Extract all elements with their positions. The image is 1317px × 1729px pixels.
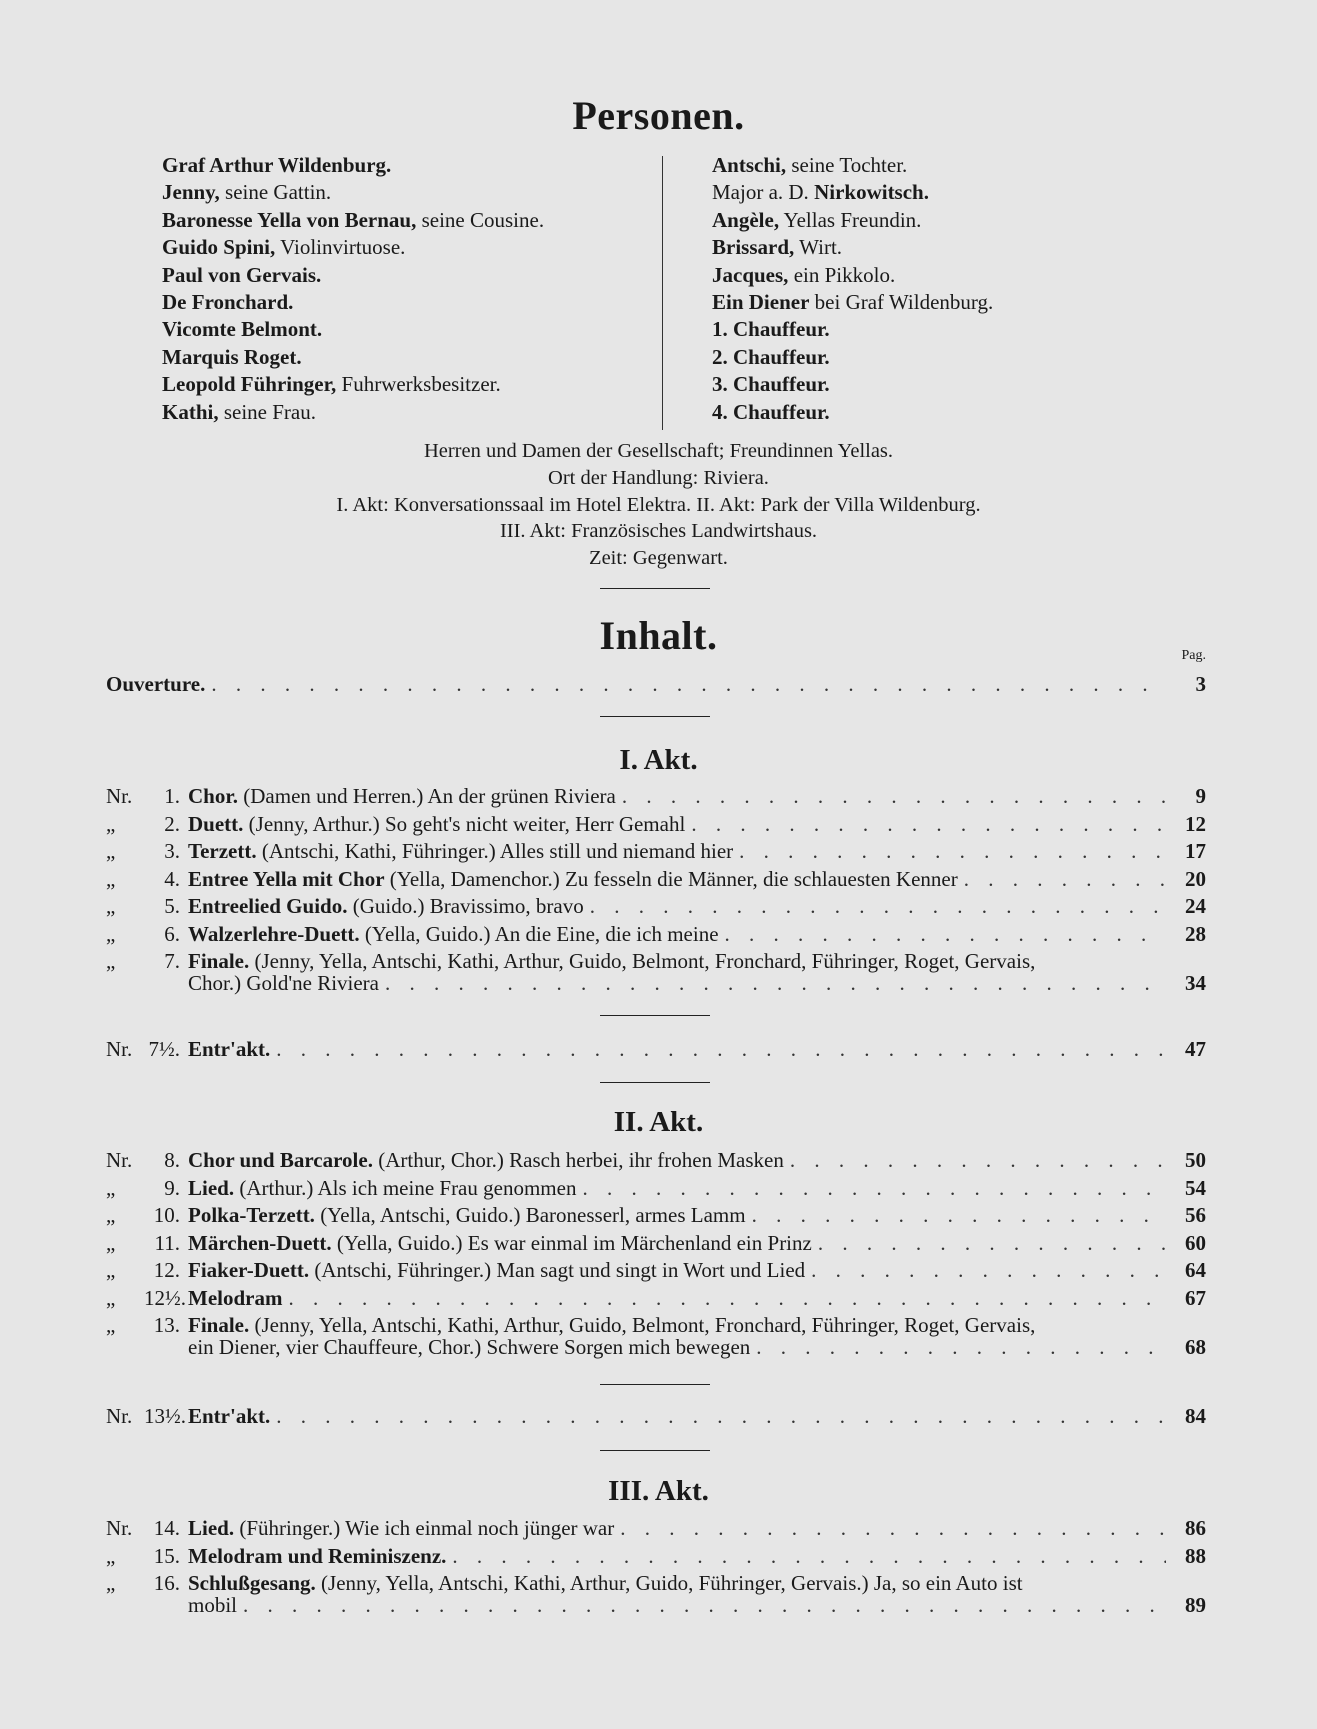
page-number: 67 <box>1185 1285 1206 1310</box>
entry-body <box>188 1257 1166 1283</box>
entry-number: 12. <box>153 1258 180 1282</box>
entry-title: Entr'akt. <box>188 1037 271 1061</box>
cast-entry <box>162 316 652 343</box>
toc-entry <box>106 811 1206 837</box>
leader-dots <box>733 838 1166 864</box>
entry-title: Entreelied Guido. <box>188 894 348 918</box>
page-number: 47 <box>1185 1037 1206 1061</box>
page-number: 84 <box>1185 1404 1206 1428</box>
entry-text <box>188 921 719 947</box>
entry-description: (Jenny, Yella, Antschi, Kathi, Arthur, Guido, Belmont, Fronchard, Führinger, Roget, Gervais, <box>249 949 1036 973</box>
entry-number: 14. <box>153 1516 180 1540</box>
cast-entry <box>162 399 652 426</box>
entry-title: Walzerlehre-Duett. <box>188 921 360 946</box>
entry-number: 11. <box>154 1230 180 1255</box>
entry-body <box>188 838 1166 864</box>
entry-number: 10. <box>153 1203 180 1227</box>
toc-entry <box>106 838 1206 864</box>
entry-prefix: Nr. <box>106 1404 133 1428</box>
page-column-label: Pag. <box>1181 648 1206 663</box>
page-number: 9 <box>1195 784 1206 808</box>
page-number: 60 <box>1185 1230 1206 1255</box>
personen-heading: Personen. <box>572 93 745 138</box>
entry-body <box>188 970 1166 996</box>
entry-description: (Yella, Damenchor.) Zu fesseln die Männer, die schlauesten Kenner <box>384 866 958 891</box>
cast-entry <box>162 179 652 206</box>
cast-list-left <box>162 152 652 426</box>
entry-title: Ouverture. <box>106 672 206 696</box>
leader-dots <box>805 1257 1166 1283</box>
page-number: 3 <box>1195 672 1206 696</box>
character-name: 3. Chauffeur. <box>712 372 830 397</box>
setting-block <box>0 438 1317 572</box>
entry-body <box>188 1592 1166 1618</box>
entry-description: (Arthur.) Als ich meine Frau genommen <box>234 1175 577 1200</box>
entry-prefix: „ <box>106 1230 116 1255</box>
toc-entry-continuation <box>106 1334 1206 1360</box>
cast-entry <box>162 234 652 261</box>
entry-prefix: „ <box>106 811 116 836</box>
character-description: Violinvirtuose. <box>275 235 406 260</box>
entry-body <box>188 1230 1166 1256</box>
entry-body <box>188 893 1166 919</box>
entry-title: Chor. <box>188 784 238 808</box>
character-description: Fuhrwerksbesitzer. <box>336 372 501 397</box>
character-name: 4. Chauffeur. <box>712 399 830 424</box>
entry-number: 15. <box>153 1543 180 1568</box>
entry-text <box>188 893 584 919</box>
entry-prefix: „ <box>106 1258 116 1282</box>
entry-number: 3. <box>164 839 180 863</box>
cast-entry <box>712 344 1092 371</box>
page-number: 88 <box>1185 1543 1206 1568</box>
character-description: ein Pikkolo. <box>788 262 896 287</box>
character-description: seine Gattin. <box>219 180 332 205</box>
leader-dots <box>616 783 1166 809</box>
toc-entry <box>106 1230 1206 1256</box>
leader-dots <box>614 1515 1166 1541</box>
entry-text <box>188 1147 784 1173</box>
character-name: De Fronchard. <box>162 290 294 315</box>
page-number: 24 <box>1185 894 1206 918</box>
entry-text <box>188 1515 614 1541</box>
section-divider <box>600 716 710 717</box>
leader-dots <box>812 1230 1166 1256</box>
entry-number: 1. <box>164 784 180 808</box>
entry-prefix: „ <box>106 1175 116 1200</box>
character-description: seine Frau. <box>218 399 316 424</box>
entry-text <box>188 1230 812 1256</box>
section-divider <box>600 1450 710 1451</box>
toc-entracte <box>106 1403 1206 1429</box>
entry-description: (Antschi, Führinger.) Man sagt und singt in Wort und Lied <box>309 1258 806 1282</box>
cast-entry <box>712 152 1092 179</box>
entry-description: (Jenny, Yella, Antschi, Kathi, Arthur, Guido, Belmont, Fronchard, Führinger, Roget, Gervais, <box>249 1313 1036 1337</box>
act-heading: I. Akt. <box>619 744 698 776</box>
entry-description: (Arthur, Chor.) Rasch herbei, ihr frohen Masken <box>372 1148 784 1172</box>
entry-number: 12½. <box>144 1285 186 1310</box>
entry-title: Melodram <box>188 1285 283 1310</box>
character-description: Wirt. <box>794 235 843 260</box>
character-description: seine Tochter. <box>786 153 908 177</box>
entry-number: 5. <box>164 894 180 918</box>
cast-entry <box>712 399 1092 426</box>
toc-entry <box>106 1257 1206 1283</box>
entry-number: 7. <box>164 949 180 973</box>
cast-entry <box>162 262 652 289</box>
page-number: 89 <box>1185 1593 1206 1617</box>
toc-entry <box>106 1175 1206 1201</box>
entry-title: Melodram und Reminiszenz. <box>188 1543 447 1568</box>
entry-description: (Yella, Guido.) Es war einmal im Märchenland ein Prinz <box>331 1230 812 1255</box>
entry-text <box>188 1036 270 1062</box>
page-number: 50 <box>1185 1148 1206 1172</box>
entry-text <box>106 671 205 697</box>
character-name: Guido Spini, <box>162 235 276 260</box>
section-divider <box>600 588 710 589</box>
cast-divider <box>662 156 663 430</box>
leader-dots <box>282 1285 1166 1311</box>
toc-entry <box>106 1285 1206 1311</box>
page-number: 86 <box>1185 1516 1206 1540</box>
entry-prefix: Nr. <box>106 1037 133 1061</box>
section-divider <box>600 1015 710 1016</box>
entry-description: (Führinger.) Wie ich einmal noch jünger war <box>234 1516 615 1540</box>
toc-entry <box>106 1147 1206 1173</box>
toc-entry <box>106 1202 1206 1228</box>
entry-text <box>188 811 685 837</box>
entry-description: (Guido.) Bravissimo, bravo <box>347 894 584 918</box>
entry-title: Schlußgesang. <box>188 1571 316 1595</box>
entry-description: (Jenny, Yella, Antschi, Kathi, Arthur, Guido, Führinger, Gervais.) Ja, so ein Auto ist <box>315 1571 1023 1595</box>
cast-entry <box>712 234 1092 261</box>
entry-body <box>188 1175 1166 1201</box>
entry-title: Chor und Barcarole. <box>188 1148 373 1172</box>
cast-entry <box>712 262 1092 289</box>
inhalt-heading: Inhalt. <box>599 613 718 658</box>
leader-dots <box>270 1403 1166 1429</box>
character-name: Ein Diener <box>712 290 810 315</box>
character-name: Jacques, <box>712 262 789 287</box>
leader-dots <box>270 1036 1166 1062</box>
entry-body <box>188 1036 1166 1062</box>
character-name: Antschi, <box>712 153 787 177</box>
setting-line: III. Akt: Französisches Landwirtshaus. <box>499 520 818 543</box>
entry-prefix: „ <box>106 866 116 891</box>
toc-entry <box>106 893 1206 919</box>
entry-body <box>188 811 1166 837</box>
leader-dots <box>584 893 1166 919</box>
cast-entry <box>162 344 652 371</box>
entry-body <box>188 1334 1166 1360</box>
entry-prefix: „ <box>106 1285 116 1310</box>
character-name: Leopold Führinger, <box>162 372 337 397</box>
entry-body <box>188 1202 1166 1228</box>
entry-title: Finale. <box>188 949 250 973</box>
entry-description: (Yella, Guido.) An die Eine, die ich meine <box>359 921 719 946</box>
entry-number: 7½. <box>148 1037 180 1061</box>
entry-description: (Antschi, Kathi, Führinger.) Alles still und niemand hier <box>256 839 734 863</box>
character-name: Kathi, <box>162 399 219 424</box>
page-number: 64 <box>1185 1258 1206 1282</box>
entry-prefix: Nr. <box>106 1516 133 1540</box>
entry-number: 2. <box>164 811 180 836</box>
setting-line: Ort der Handlung: Riviera. <box>548 466 769 489</box>
character-name: Angèle, <box>712 207 780 232</box>
entry-text <box>188 783 616 809</box>
entry-title: Polka-Terzett. <box>188 1203 315 1227</box>
entry-number: 13. <box>153 1313 180 1337</box>
leader-dots <box>750 1334 1166 1360</box>
character-name: Paul von Gervais. <box>162 262 322 287</box>
page-number: 28 <box>1185 921 1206 946</box>
toc-entry-continuation <box>106 970 1206 996</box>
entry-title: Fiaker-Duett. <box>188 1258 310 1282</box>
entry-prefix: „ <box>106 921 116 946</box>
character-name: Baronesse Yella von Bernau, <box>162 207 417 232</box>
character-name: Brissard, <box>712 235 795 260</box>
entry-body <box>188 783 1166 809</box>
entry-number: 8. <box>164 1148 180 1172</box>
toc-entry <box>106 1515 1206 1541</box>
act-heading: III. Akt. <box>608 1475 709 1507</box>
cast-entry <box>712 207 1092 234</box>
entry-title: Finale. <box>188 1313 250 1337</box>
entry-title: Lied. <box>188 1516 235 1540</box>
entry-text <box>188 1202 746 1228</box>
leader-dots <box>719 921 1166 947</box>
entry-title: Duett. <box>188 811 244 836</box>
entry-description: (Yella, Antschi, Guido.) Baronesserl, armes Lamm <box>314 1203 746 1227</box>
page-number: 20 <box>1185 866 1206 891</box>
entry-title: Märchen-Duett. <box>188 1230 332 1255</box>
cast-entry <box>162 371 652 398</box>
entry-description: mobil <box>188 1593 238 1617</box>
entry-number: 16. <box>153 1571 180 1595</box>
entry-title: Entree Yella mit Chor <box>188 866 385 891</box>
entry-number: 6. <box>164 921 180 946</box>
character-name: Vicomte Belmont. <box>162 317 323 342</box>
entry-body <box>188 921 1166 947</box>
cast-entry <box>162 289 652 316</box>
leader-dots <box>958 866 1166 892</box>
toc-entry <box>106 1543 1206 1569</box>
page-number: 56 <box>1185 1203 1206 1227</box>
entry-prefix: „ <box>106 949 116 973</box>
character-name: Jenny, <box>162 180 220 205</box>
setting-line: Herren und Damen der Gesellschaft; Freundinnen Yellas. <box>423 440 894 462</box>
character-name: 2. Chauffeur. <box>712 344 830 369</box>
act-heading: II. Akt. <box>613 1106 704 1138</box>
entry-body <box>188 1515 1166 1541</box>
setting-line: I. Akt: Konversationssaal im Hotel Elektra. II. Akt: Park der Villa Wildenburg. <box>336 493 981 516</box>
toc-entry <box>106 921 1206 947</box>
page-number: 68 <box>1185 1335 1206 1359</box>
character-name: Graf Arthur Wildenburg. <box>162 153 392 177</box>
leader-dots <box>237 1592 1166 1618</box>
leader-dots <box>685 811 1166 837</box>
entry-body <box>188 866 1166 892</box>
entry-prefix: „ <box>106 839 116 863</box>
entry-number: 13½. <box>144 1404 186 1428</box>
leader-dots <box>784 1147 1166 1173</box>
entry-body <box>188 1543 1166 1569</box>
character-description: bei Graf Wildenburg. <box>809 290 994 315</box>
entry-description: (Damen und Herren.) An der grünen Riviera <box>238 784 616 808</box>
leader-dots <box>746 1202 1166 1228</box>
leader-dots <box>205 671 1166 697</box>
toc-ouverture <box>106 671 1206 697</box>
entry-prefix: Nr. <box>106 784 133 808</box>
entry-prefix: „ <box>106 1571 116 1595</box>
page-number: 12 <box>1185 811 1206 836</box>
entry-prefix: Nr. <box>106 1148 133 1172</box>
toc-entry <box>106 866 1206 892</box>
entry-body <box>106 671 1166 697</box>
entry-body <box>188 1403 1166 1429</box>
cast-entry <box>162 207 652 234</box>
entry-title: Lied. <box>188 1175 235 1200</box>
entry-prefix: „ <box>106 894 116 918</box>
cast-entry <box>162 152 652 179</box>
entry-body <box>188 1147 1166 1173</box>
character-name: Nirkowitsch. <box>814 180 929 205</box>
toc-entry <box>106 783 1206 809</box>
entry-description: ein Diener, vier Chauffeure, Chor.) Schwere Sorgen mich bewegen <box>188 1335 751 1359</box>
toc-entracte <box>106 1036 1206 1062</box>
entry-text <box>188 866 958 892</box>
entry-text <box>188 1257 805 1283</box>
cast-entry <box>712 179 1092 206</box>
leader-dots <box>576 1175 1166 1201</box>
entry-prefix: „ <box>106 1543 116 1568</box>
entry-text <box>188 1175 576 1201</box>
character-name: 1. Chauffeur. <box>712 317 830 342</box>
entry-body <box>188 1285 1166 1311</box>
entry-prefix: „ <box>106 1203 116 1227</box>
entry-number: 4. <box>164 866 180 891</box>
entry-text <box>188 1285 282 1311</box>
entry-text <box>188 838 733 864</box>
section-divider <box>600 1082 710 1083</box>
page-number: 54 <box>1185 1175 1206 1200</box>
entry-text <box>188 1403 270 1429</box>
entry-title: Entr'akt. <box>188 1404 271 1428</box>
cast-entry <box>712 316 1092 343</box>
toc-entry-continuation <box>106 1592 1206 1618</box>
section-divider <box>600 1384 710 1385</box>
setting-line: Zeit: Gegenwart. <box>589 547 728 570</box>
entry-text <box>188 1543 446 1569</box>
character-rank: Major a. D. <box>712 180 815 205</box>
leader-dots <box>446 1543 1166 1569</box>
entry-description: (Jenny, Arthur.) So geht's nicht weiter, Herr Gemahl <box>243 811 686 836</box>
entry-title: Terzett. <box>188 839 257 863</box>
entry-prefix: „ <box>106 1313 116 1337</box>
cast-entry <box>712 289 1092 316</box>
leader-dots <box>379 970 1166 996</box>
entry-number: 9. <box>164 1175 180 1200</box>
page-number: 34 <box>1185 971 1206 995</box>
cast-entry <box>712 371 1092 398</box>
character-name: Marquis Roget. <box>162 344 302 369</box>
page-number: 17 <box>1185 839 1206 863</box>
character-description: Yellas Freundin. <box>779 207 922 232</box>
character-description: seine Cousine. <box>416 207 545 232</box>
cast-list-right <box>712 152 1092 426</box>
entry-description: Chor.) Gold'ne Riviera <box>188 971 379 995</box>
